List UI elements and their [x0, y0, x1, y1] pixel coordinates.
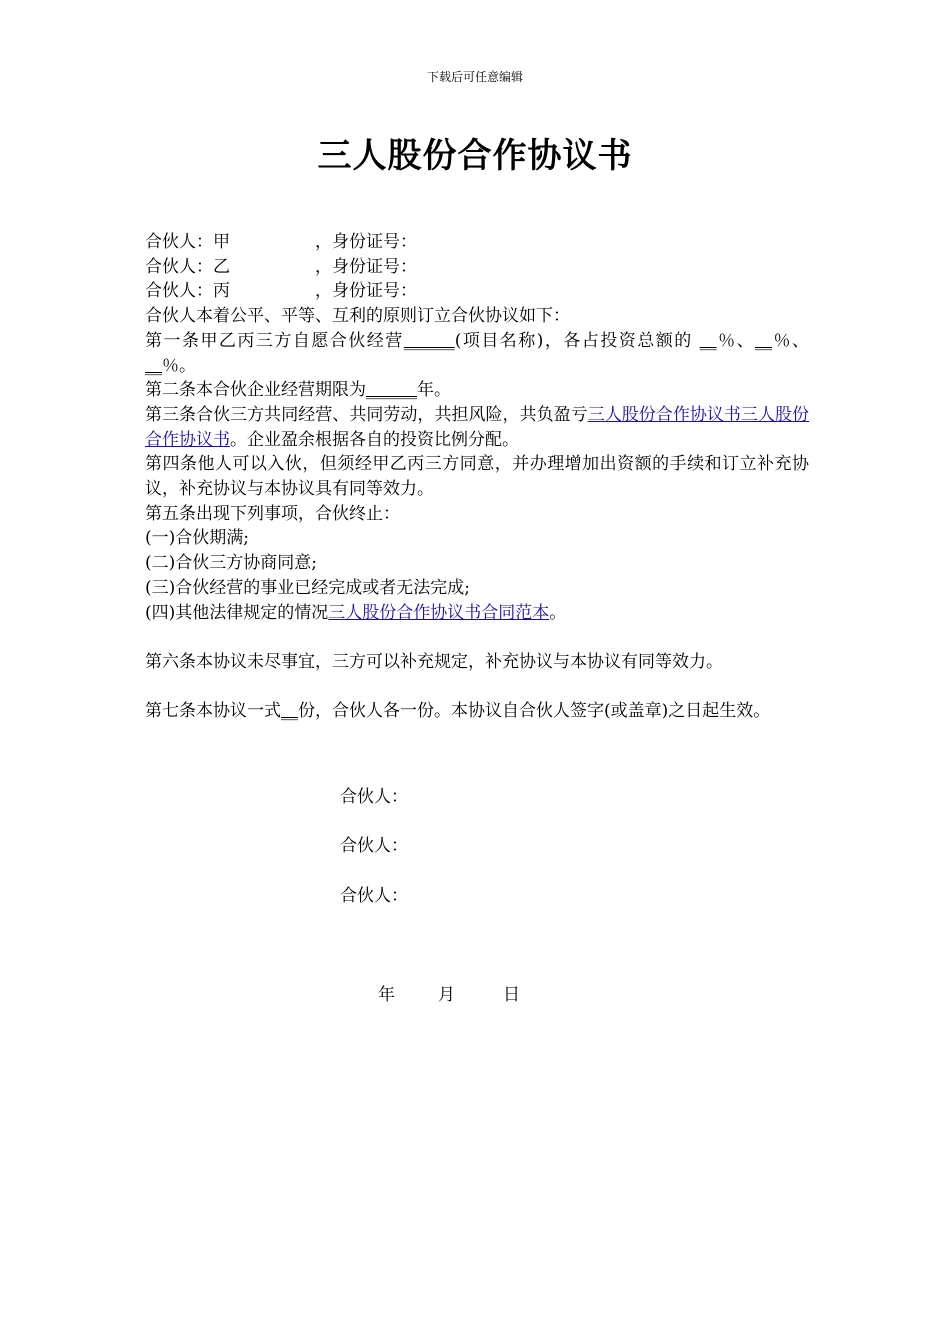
partner-label: 合伙人：丙 [145, 281, 230, 302]
copies-blank: __ [281, 701, 298, 722]
partner-label: 合伙人：甲 [145, 232, 230, 252]
termination-item [145, 601, 809, 626]
signature-line: 合伙人： [340, 787, 408, 807]
termination-item: (一)合伙期满; [145, 528, 249, 549]
article-7 [145, 699, 809, 724]
id-label: ，身份证号： [315, 281, 417, 302]
term-blank: ______ [366, 380, 417, 401]
article-1-text: 第一条甲乙丙三方自愿合伙经营 [145, 330, 404, 351]
contract-template-link[interactable]: 三人股份合作协议书合同范本 [328, 602, 550, 623]
partner-label: 合伙人：乙 [145, 256, 230, 277]
id-label: ，身份证号： [315, 232, 417, 252]
article-6: 第六条本协议未尽事宜，三方可以补充规定，补充协议与本协议有同等效力。 [145, 651, 723, 672]
article-1-text: ％。 [162, 355, 196, 376]
signature-line: 合伙人： [340, 886, 408, 906]
article-1-text: ％、 [716, 330, 756, 351]
termination-item: (二)合伙三方协商同意; [145, 553, 317, 574]
agreement-link[interactable]: 三人股份合作协议书三人股份合作协议书 [145, 404, 810, 450]
project-blank: ______ [403, 330, 455, 351]
share-blank-3: __ [145, 355, 162, 376]
partner-line-c [145, 279, 809, 304]
article-2 [145, 378, 809, 403]
share-blank-2: __ [755, 330, 773, 351]
date-year: 年 [378, 985, 395, 1005]
partner-line-b [145, 255, 809, 280]
item-text: 。 [549, 602, 567, 623]
item-text: (四)其他法律规定的情况 [145, 602, 329, 623]
document-body [145, 230, 809, 724]
article-1 [145, 329, 809, 378]
spacer [145, 625, 809, 650]
share-blank-1: __ [699, 330, 717, 351]
document-title: 三人股份合作协议书 [317, 136, 633, 176]
intro-line: 合伙人本着公平、平等、互利的原则订立合伙协议如下： [145, 306, 570, 327]
page-header: 下载后可任意编辑 [426, 70, 523, 84]
date-day: 日 [503, 985, 520, 1005]
article-7-text: 第七条本协议一式 [145, 701, 281, 722]
article-5: 第五条出现下列事项，合伙终止： [145, 503, 400, 524]
signature-line: 合伙人： [340, 836, 408, 856]
article-3-text: 。企业盈余根据各自的投资比例分配。 [230, 429, 519, 450]
date-month: 月 [438, 985, 455, 1005]
article-2-text: 第二条本合伙企业经营期限为 [145, 380, 366, 401]
spacer [145, 675, 809, 700]
article-2-text: 年。 [417, 380, 451, 401]
partner-line-a [145, 230, 809, 255]
article-4: 第四条他人可以入伙，但须经甲乙丙三方同意，并办理增加出资额的手续和订立补充协议，补充协议与本协议具有同等效力。 [145, 454, 809, 500]
article-7-text: 份，合伙人各一份。本协议自合伙人签字(或盖章)之日起生效。 [298, 701, 771, 722]
id-label: ，身份证号： [315, 256, 417, 277]
article-3 [145, 403, 809, 452]
article-3-text: 第三条合伙三方共同经营、共同劳动，共担风险，共负盈亏 [145, 404, 588, 425]
article-1-text: (项目名称)，各占投资总额的 [454, 330, 700, 351]
article-1-text: ％、 [772, 330, 810, 351]
termination-item: (三)合伙经营的事业已经完成或者无法完成; [145, 577, 470, 598]
date-line [378, 980, 520, 1005]
